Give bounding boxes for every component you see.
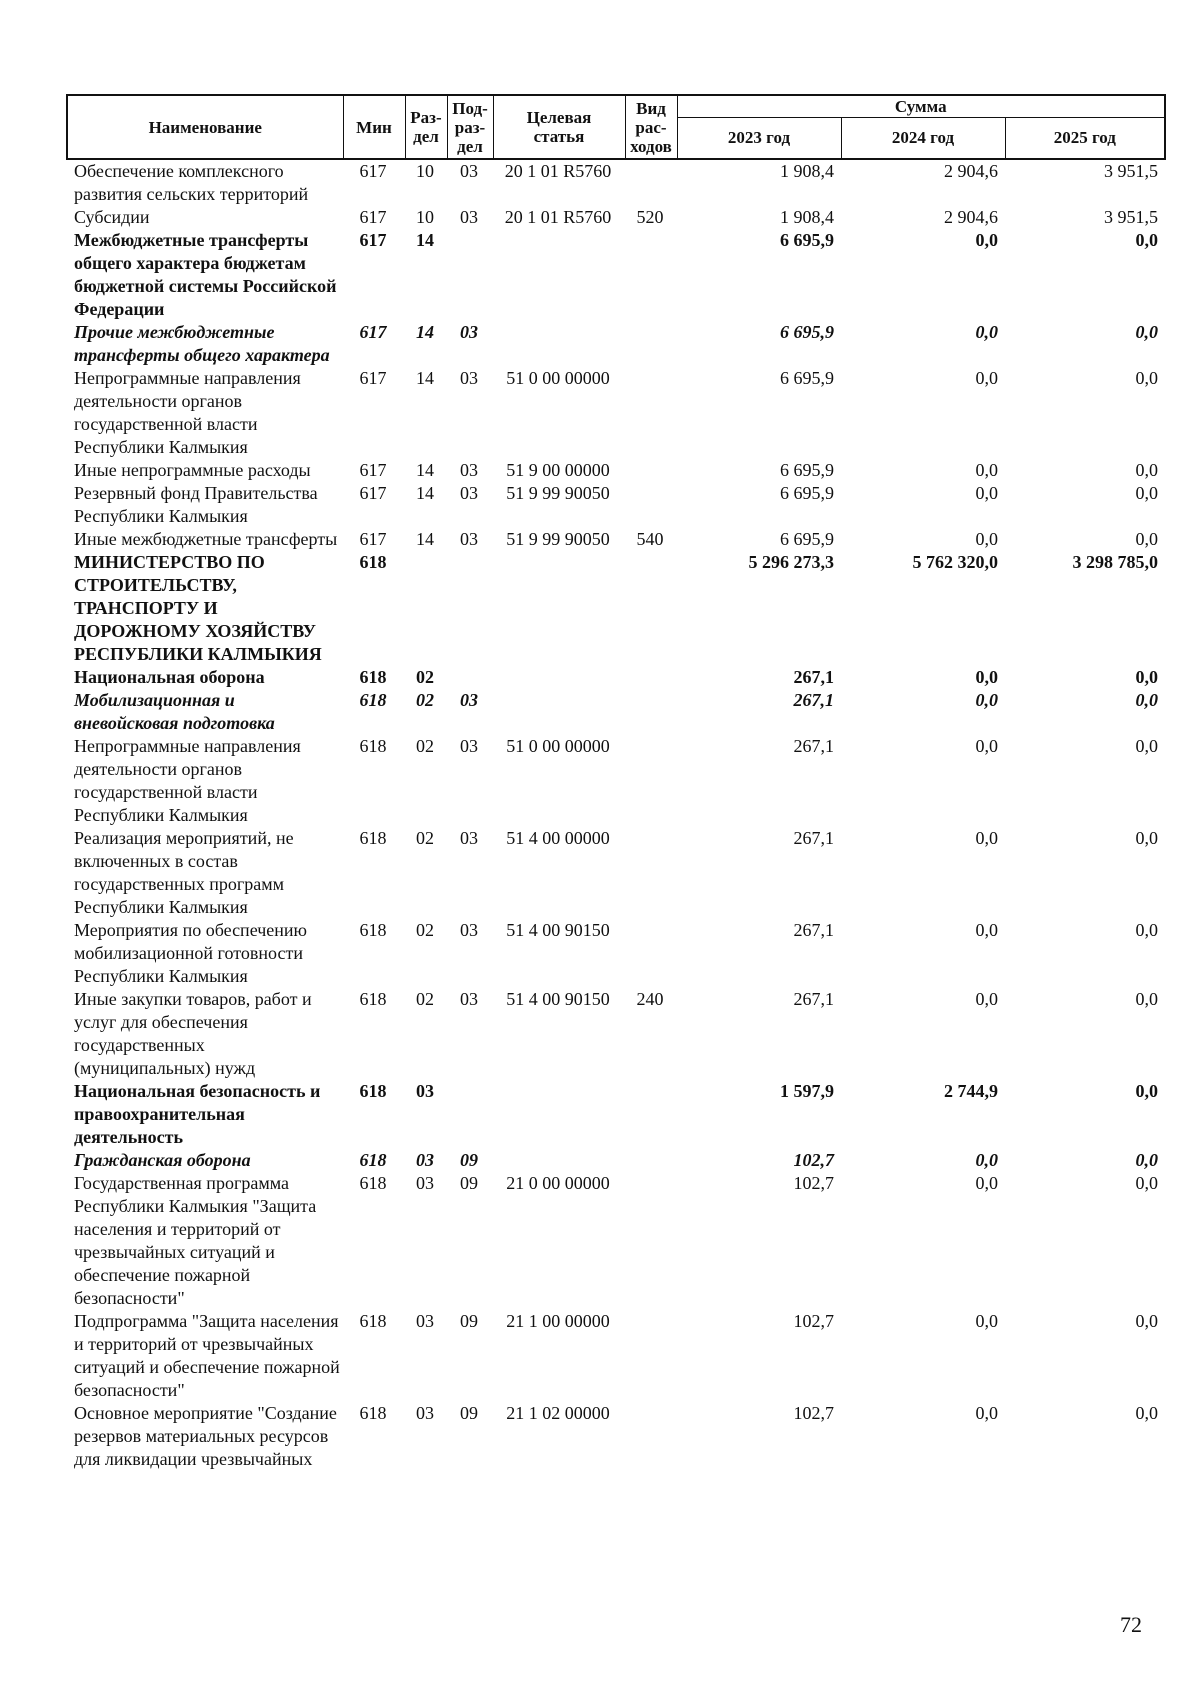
cell-expense-type: 240 (636, 989, 664, 1009)
cell-expense-type (624, 482, 676, 528)
header-razdel-line: Раз- (410, 108, 442, 127)
table-row (66, 206, 1164, 229)
header-sum: Сумма (677, 95, 1165, 117)
cell-min: 618 (359, 1311, 387, 1331)
cell-sum-2023: 1 908,4 (780, 207, 834, 227)
header-year-2023: 2023 год (677, 117, 841, 159)
cell-name: Иные закупки товаров, работ и услуг для обеспечения государственных (муниципальных) нужд (74, 989, 312, 1078)
cell-sum-2025: 0,0 (1135, 828, 1158, 848)
cell-sum-2025: 0,0 (1135, 989, 1158, 1009)
cell-razdel: 03 (416, 1081, 434, 1101)
cell-razdel: 14 (416, 483, 434, 503)
table-row (66, 1149, 1164, 1172)
header-year-2025: 2025 год (1005, 117, 1165, 159)
cell-razdel: 03 (416, 1311, 434, 1331)
cell-podrazdel: 03 (460, 483, 478, 503)
cell-sum-2024: 0,0 (975, 736, 998, 756)
cell-target-article: 51 9 99 90050 (506, 529, 610, 549)
cell-name: Национальная безопасность и правоохранительная деятельность (74, 1081, 321, 1147)
cell-name: Прочие межбюджетные трансферты общего характера (74, 322, 330, 365)
cell-podrazdel: 03 (460, 368, 478, 388)
cell-sum-2024: 0,0 (975, 529, 998, 549)
cell-sum-2024: 2 904,6 (944, 207, 998, 227)
cell-target-article (492, 689, 624, 735)
cell-name: МИНИСТЕРСТВО ПО СТРОИТЕЛЬСТВУ, ТРАНСПОРТУ И ДОРОЖНОМУ ХОЗЯЙСТВУ РЕСПУБЛИКИ КАЛМЫКИЯ (74, 552, 322, 664)
cell-sum-2023: 102,7 (793, 1311, 834, 1331)
cell-podrazdel: 03 (460, 920, 478, 940)
cell-sum-2025: 0,0 (1135, 920, 1158, 940)
cell-name: Основное мероприятие "Создание резервов материальных ресурсов для ликвидации чрезвычайных (74, 1403, 337, 1469)
header-target-line: статья (533, 127, 585, 146)
table-row (66, 827, 1164, 919)
cell-expense-type: 540 (636, 529, 664, 549)
cell-name: Иные непрограммные расходы (74, 460, 311, 480)
cell-sum-2024: 0,0 (975, 483, 998, 503)
cell-name: Обеспечение комплексного развития сельских территорий (74, 161, 309, 204)
cell-min: 618 (359, 690, 387, 710)
page-number: 72 (1120, 1612, 1142, 1637)
cell-target-article: 51 4 00 90150 (506, 920, 610, 940)
cell-sum-2023: 267,1 (793, 989, 834, 1009)
cell-min: 618 (359, 1403, 387, 1423)
cell-sum-2023: 267,1 (793, 736, 834, 756)
header-min: Мин (343, 95, 405, 159)
cell-razdel: 14 (416, 460, 434, 480)
cell-razdel: 02 (416, 920, 434, 940)
cell-sum-2023: 102,7 (793, 1150, 834, 1170)
cell-target-article (492, 666, 624, 689)
cell-sum-2025: 0,0 (1135, 1150, 1158, 1170)
cell-razdel: 03 (416, 1173, 434, 1193)
cell-sum-2025: 0,0 (1135, 736, 1158, 756)
table-row (66, 735, 1164, 827)
cell-podrazdel: 03 (460, 460, 478, 480)
table-row (66, 459, 1164, 482)
cell-name: Непрограммные направления деятельности органов государственной власти Республики Калмыкия (74, 368, 301, 457)
cell-razdel (404, 551, 446, 666)
cell-podrazdel: 03 (460, 989, 478, 1009)
cell-podrazdel (446, 1080, 492, 1149)
cell-podrazdel: 03 (460, 529, 478, 549)
header-razdel (405, 95, 447, 159)
cell-sum-2023: 6 695,9 (780, 483, 834, 503)
header-podrazdel (447, 95, 493, 159)
table-row (66, 689, 1164, 735)
cell-expense-type (624, 1080, 676, 1149)
cell-sum-2023: 102,7 (793, 1403, 834, 1423)
cell-target-article (492, 1080, 624, 1149)
cell-name: Непрограммные направления деятельности органов государственной власти Республики Калмыкия (74, 736, 301, 825)
cell-min: 617 (359, 161, 387, 181)
cell-name: Национальная оборона (74, 667, 265, 687)
cell-target-article (492, 229, 624, 321)
cell-sum-2023: 267,1 (793, 828, 834, 848)
cell-expense-type (624, 827, 676, 919)
cell-podrazdel: 03 (460, 161, 478, 181)
cell-expense-type (624, 367, 676, 459)
cell-expense-type (624, 1310, 676, 1402)
cell-min: 617 (359, 483, 387, 503)
cell-min: 618 (359, 552, 387, 572)
cell-target-article: 51 4 00 00000 (506, 828, 610, 848)
cell-min: 618 (359, 1081, 387, 1101)
cell-expense-type (624, 1402, 676, 1471)
cell-target-article: 51 0 00 00000 (506, 736, 610, 756)
cell-sum-2025: 0,0 (1135, 1173, 1158, 1193)
cell-sum-2025: 0,0 (1135, 368, 1158, 388)
table-row (66, 321, 1164, 367)
cell-target-article: 20 1 01 R5760 (504, 207, 612, 227)
table-row (66, 666, 1164, 689)
cell-sum-2024: 0,0 (975, 690, 998, 710)
cell-min: 617 (359, 322, 387, 342)
cell-razdel: 14 (416, 322, 434, 342)
cell-min: 617 (359, 460, 387, 480)
budget-table (66, 94, 1166, 1471)
cell-razdel: 14 (416, 368, 434, 388)
cell-podrazdel: 09 (460, 1150, 478, 1170)
cell-name: Субсидии (74, 207, 150, 227)
cell-target-article: 20 1 01 R5760 (504, 161, 612, 181)
cell-sum-2024: 0,0 (975, 1150, 998, 1170)
cell-podrazdel: 03 (460, 828, 478, 848)
cell-sum-2024: 0,0 (975, 828, 998, 848)
cell-sum-2024: 0,0 (975, 989, 998, 1009)
cell-target-article: 51 4 00 90150 (506, 989, 610, 1009)
header-year-2024: 2024 год (841, 117, 1005, 159)
cell-sum-2025: 0,0 (1135, 322, 1158, 342)
cell-sum-2023: 6 695,9 (780, 230, 834, 250)
cell-podrazdel: 09 (460, 1403, 478, 1423)
table-row (66, 1172, 1164, 1310)
cell-min: 618 (359, 667, 387, 687)
table-row (66, 1402, 1164, 1471)
cell-sum-2025: 0,0 (1135, 230, 1158, 250)
cell-razdel: 14 (416, 529, 434, 549)
cell-razdel: 02 (416, 736, 434, 756)
cell-sum-2023: 6 695,9 (780, 529, 834, 549)
cell-expense-type (624, 1172, 676, 1310)
cell-sum-2024: 0,0 (975, 460, 998, 480)
header-target-line: Целевая (526, 108, 592, 127)
header-vid-line: Вид (636, 98, 666, 118)
cell-target-article: 21 0 00 00000 (506, 1173, 610, 1193)
cell-podrazdel: 03 (460, 736, 478, 756)
cell-podrazdel: 03 (460, 322, 478, 342)
cell-razdel: 14 (416, 230, 434, 250)
cell-sum-2024: 0,0 (975, 1173, 998, 1193)
cell-name: Мероприятия по обеспечению мобилизационной готовности Республики Калмыкия (74, 920, 307, 986)
cell-sum-2024: 0,0 (975, 1311, 998, 1331)
cell-expense-type: 520 (636, 207, 664, 227)
cell-name: Гражданская оборона (74, 1150, 251, 1170)
table-row (66, 160, 1164, 206)
header-podrazdel-line: дел (457, 136, 483, 156)
cell-min: 617 (359, 368, 387, 388)
cell-sum-2023: 102,7 (793, 1173, 834, 1193)
cell-sum-2025: 3 951,5 (1104, 207, 1158, 227)
header-razdel-line: дел (413, 127, 439, 146)
cell-sum-2024: 0,0 (975, 920, 998, 940)
cell-target-article: 21 1 00 00000 (506, 1311, 610, 1331)
cell-target-article: 51 9 99 90050 (506, 483, 610, 503)
cell-sum-2025: 3 298 785,0 (1072, 552, 1158, 572)
cell-min: 618 (359, 736, 387, 756)
cell-name: Реализация мероприятий, не включенных в состав государственных программ Республики Калмыкия (74, 828, 294, 917)
cell-expense-type (624, 459, 676, 482)
cell-podrazdel: 09 (460, 1311, 478, 1331)
cell-sum-2024: 0,0 (975, 322, 998, 342)
cell-min: 618 (359, 989, 387, 1009)
cell-expense-type (624, 735, 676, 827)
cell-sum-2023: 5 296 273,3 (748, 552, 834, 572)
cell-sum-2023: 6 695,9 (780, 460, 834, 480)
cell-podrazdel (446, 229, 492, 321)
cell-sum-2023: 6 695,9 (780, 322, 834, 342)
cell-podrazdel: 03 (460, 690, 478, 710)
table-row (66, 988, 1164, 1080)
cell-sum-2023: 1 908,4 (780, 161, 834, 181)
header-name: Наименование (67, 95, 343, 159)
table-row (66, 367, 1164, 459)
cell-sum-2025: 0,0 (1135, 1311, 1158, 1331)
cell-min: 618 (359, 920, 387, 940)
table-body (66, 160, 1164, 1471)
cell-expense-type (624, 321, 676, 367)
cell-razdel: 03 (416, 1403, 434, 1423)
table-row (66, 919, 1164, 988)
cell-expense-type (624, 666, 676, 689)
header-target (493, 95, 625, 159)
cell-razdel: 02 (416, 690, 434, 710)
header-podrazdel-line: Под- (452, 98, 488, 118)
cell-name: Резервный фонд Правительства Республики Калмыкия (74, 483, 318, 526)
cell-sum-2025: 0,0 (1135, 667, 1158, 687)
cell-expense-type (624, 1149, 676, 1172)
cell-razdel: 02 (416, 989, 434, 1009)
cell-expense-type (624, 160, 676, 206)
cell-razdel: 03 (416, 1150, 434, 1170)
cell-razdel: 02 (416, 828, 434, 848)
cell-podrazdel (446, 551, 492, 666)
cell-name: Межбюджетные трансферты общего характера бюджетам бюджетной системы Российской Федерации (74, 230, 337, 319)
cell-razdel: 02 (416, 667, 434, 687)
cell-sum-2023: 6 695,9 (780, 368, 834, 388)
cell-name: Подпрограмма "Защита населения и территорий от чрезвычайных ситуаций и обеспечение пожарной безопасности" (74, 1311, 340, 1400)
cell-sum-2025: 0,0 (1135, 460, 1158, 480)
cell-min: 618 (359, 828, 387, 848)
cell-podrazdel (446, 666, 492, 689)
cell-sum-2023: 1 597,9 (780, 1081, 834, 1101)
cell-podrazdel: 03 (460, 207, 478, 227)
header-podrazdel-line: раз- (454, 117, 486, 137)
cell-sum-2023: 267,1 (793, 667, 834, 687)
cell-podrazdel: 09 (460, 1173, 478, 1193)
cell-target-article (492, 321, 624, 367)
cell-sum-2025: 0,0 (1135, 690, 1158, 710)
table-row (66, 229, 1164, 321)
cell-sum-2023: 267,1 (793, 920, 834, 940)
cell-expense-type (624, 919, 676, 988)
cell-expense-type (624, 551, 676, 666)
cell-sum-2023: 267,1 (793, 690, 834, 710)
cell-target-article: 51 0 00 00000 (506, 368, 610, 388)
cell-sum-2024: 5 762 320,0 (912, 552, 998, 572)
cell-target-article: 21 1 02 00000 (506, 1403, 610, 1423)
table-row (66, 551, 1164, 666)
table-row (66, 1310, 1164, 1402)
cell-sum-2025: 0,0 (1135, 529, 1158, 549)
cell-sum-2024: 0,0 (975, 1403, 998, 1423)
cell-target-article (492, 1149, 624, 1172)
cell-sum-2025: 0,0 (1135, 1081, 1158, 1101)
cell-target-article: 51 9 00 00000 (506, 460, 610, 480)
cell-name: Иные межбюджетные трансферты (74, 529, 338, 549)
cell-razdel: 10 (416, 207, 434, 227)
cell-name: Государственная программа Республики Калмыкия "Защита населения и территорий от чрезвычайных ситуаций и обеспечение пожарной безопасности" (74, 1173, 317, 1308)
header-vid (625, 95, 677, 159)
table-row (66, 482, 1164, 528)
cell-min: 618 (359, 1173, 387, 1193)
cell-sum-2025: 0,0 (1135, 1403, 1158, 1423)
cell-target-article (492, 551, 624, 666)
cell-min: 617 (359, 529, 387, 549)
table-row (66, 528, 1164, 551)
cell-razdel: 10 (416, 161, 434, 181)
cell-expense-type (624, 229, 676, 321)
cell-expense-type (624, 689, 676, 735)
cell-sum-2025: 0,0 (1135, 483, 1158, 503)
cell-min: 618 (359, 1150, 387, 1170)
cell-min: 617 (359, 230, 387, 250)
cell-sum-2024: 0,0 (975, 230, 998, 250)
cell-sum-2025: 3 951,5 (1104, 161, 1158, 181)
cell-sum-2024: 2 744,9 (944, 1081, 998, 1101)
header-vid-line: рас- (635, 117, 667, 137)
cell-sum-2024: 0,0 (975, 368, 998, 388)
header-vid-line: ходов (630, 136, 672, 156)
table-header (66, 94, 1166, 160)
cell-min: 617 (359, 207, 387, 227)
cell-name: Мобилизационная и вневойсковая подготовка (74, 690, 275, 733)
cell-sum-2024: 2 904,6 (944, 161, 998, 181)
cell-sum-2024: 0,0 (975, 667, 998, 687)
table-row (66, 1080, 1164, 1149)
